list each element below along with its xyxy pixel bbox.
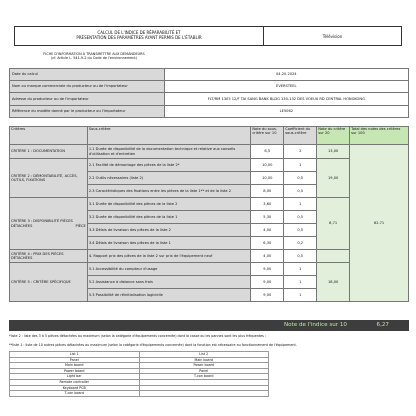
subcriterion-note: 6,30	[251, 237, 284, 250]
list2-item	[139, 391, 269, 397]
info-label: Date du calcul	[10, 69, 165, 81]
subcriterion-coef: 2	[284, 145, 317, 159]
list1-item: Power board	[10, 368, 140, 374]
info-row	[10, 81, 409, 93]
subcriterion-coef: 0,2	[284, 237, 317, 250]
criterion-name: CRITÈRE 5 : CRITÈRE SPÉCIFIQUE	[10, 263, 88, 302]
subcriterion-coef: 1	[284, 276, 317, 289]
total-score: 62.71	[350, 145, 409, 302]
header-subcriteria: Sous-critère	[87, 127, 251, 145]
parts-list-row	[10, 391, 269, 397]
info-row	[10, 93, 409, 106]
info-label: Adresse du producteur ou de l'importateur	[10, 93, 165, 106]
header-divider	[263, 27, 264, 46]
subcriterion-note: 5,30	[251, 211, 284, 224]
criterion-score: 13,00	[317, 145, 350, 159]
criterion-name: CRITÈRE 4 : PRIX DES PIÈCES DÉTACHÉES	[10, 250, 88, 263]
info-value: FLT/RM 1305 12/F TAI SANG BANK BLDG 130-132 DES VOEUX RD CENTRAL HONGKONG	[164, 93, 408, 106]
header-category: Télévision	[322, 34, 343, 39]
list1-item: Panel	[10, 357, 140, 363]
subtitle	[14, 52, 174, 60]
subcriterion-text: 4. Rapport prix des pièces de la liste 2 sur prix de l'équipement neuf	[87, 250, 251, 263]
list1-header: List 1	[10, 352, 140, 358]
info-row	[10, 106, 409, 118]
final-score-value: 6,27	[376, 322, 389, 328]
subcriterion-text: 5.3 Possibilité de réinitialisation logicielle	[87, 289, 251, 302]
subcriterion-coef: 0,5	[284, 185, 317, 198]
list2-header: List 2	[139, 352, 269, 358]
subcriterion-note: 10,00	[251, 172, 284, 185]
subcriterion-coef: 0,5	[284, 211, 317, 224]
header-title-line2: PRÉSENTATION DES PARAMÈTRES AYANT PERMIS DE L'ÉTABLIR	[76, 35, 202, 40]
criterion-score: 18,00	[317, 263, 350, 302]
subcriterion-note: 9,00	[251, 289, 284, 302]
subcriterion-note: 3,60	[251, 198, 284, 211]
subtitle-line1: FICHE D'INFORMATION À TRANSMETTRE AUX DEMANDEURS	[43, 52, 145, 56]
subcriterion-coef: 0,5	[284, 224, 317, 237]
criterion-name: CRITÈRE 2 : DÉMONTABILITÉ, ACCÈS, OUTILS, FIXATIONS	[10, 159, 88, 198]
footnote-list1: **liste 1 : liste de 10 autres pièces détachées au maximum (selon la catégorie d'équipements concernée) dont la fonction est nécessaire au fonctionnement de l'équipement.	[9, 343, 297, 347]
subcriterion-note: 4,00	[251, 250, 284, 263]
subcriterion-text: 3.3 Délais de livraison des pièces de la liste 2	[87, 224, 251, 237]
footnote-list2: *liste 2 : liste des 3 à 5 pièces détachées au maximum (selon la catégorie d'équipements concernée) dont la casse ou les pannes sont les plus fréquentes ;	[9, 334, 267, 338]
criterion-score	[317, 250, 350, 263]
info-row	[10, 69, 409, 81]
subcriterion-text: 5.2 Assistance à distance sans frais	[87, 276, 251, 289]
subcriterion-text: 3.1 Durée de disponibilité des pièces de la liste 2	[87, 198, 251, 211]
subcriterion-coef: 1	[284, 289, 317, 302]
criteria-table	[9, 126, 409, 302]
final-score-bar	[9, 320, 409, 331]
criterion-score: 8,71	[317, 198, 350, 250]
header-title-line1: CALCUL DE L'INDICE DE RÉPARABILITÉ ET	[97, 30, 181, 35]
criterion-name: CRITÈRE 1 : DOCUMENTATION	[10, 145, 88, 159]
list2-item: Panel	[139, 368, 269, 374]
subcriterion-coef: 0,5	[284, 250, 317, 263]
subcriterion-text: 2.1 Facilité de démontage des pièces de la liste 2*	[87, 159, 251, 172]
header-note: Note du sous-critère sur 10	[251, 127, 284, 145]
subcriterion-note: 4,00	[251, 224, 284, 237]
criteria-row	[10, 198, 409, 211]
list1-item: Keyboard PCB	[10, 385, 140, 391]
subcriterion-note: 8,00	[251, 185, 284, 198]
subcriterion-coef: 1	[284, 263, 317, 276]
subcriterion-text: 3.4 Délais de livraison des pièces de la liste 1	[87, 237, 251, 250]
list2-item: Main board	[139, 357, 269, 363]
info-label: Nom ou marque commerciale du producteur ou de l'importateur	[10, 81, 165, 93]
info-table	[9, 68, 409, 118]
subcriterion-text: 3.2 Durée de disponibilité des pièces de la liste 1	[87, 211, 251, 224]
criteria-row	[10, 250, 409, 263]
list2-item: Power board	[139, 363, 269, 369]
info-value: LE5062	[164, 106, 408, 118]
subcriterion-note: 10,00	[251, 159, 284, 172]
info-label: Référence du modèle donné par le producteur ou l'importateur	[10, 106, 165, 118]
subcriterion-note: 6,5	[251, 145, 284, 159]
criterion-name: CRITÈRE 3 : DISPONIBILITÉ PIÈCES DÉTACHÉES PIÈCE	[10, 198, 88, 250]
info-value: EVERSTEEL	[164, 81, 408, 93]
list1-item: Light bar	[10, 374, 140, 380]
criterion-score: 19,00	[317, 159, 350, 198]
list1-item: T-con board	[10, 391, 140, 397]
subcriterion-text: 5.1 Accessibilité du compteur d'usage	[87, 263, 251, 276]
subcriterion-text: 2.2 Outils nécessaires (liste 2)	[87, 172, 251, 185]
subtitle-line2: (cf. Article L. 541-9-2 du Code de l'environnement)	[50, 56, 138, 61]
header-total: Total des notes des critères sur 100	[350, 127, 409, 145]
piece-label: PIÈCE	[75, 223, 86, 228]
subcriterion-coef: 1	[284, 198, 317, 211]
parts-lists-table	[9, 351, 269, 397]
list2-item: T-con board	[139, 374, 269, 380]
header-note20: Note du critère sur 20	[317, 127, 350, 145]
header-coef: Coefficient du sous-critère	[284, 127, 317, 145]
subcriterion-coef: 0,5	[284, 172, 317, 185]
info-value: 04.20.2024	[164, 69, 408, 81]
header-criteria: Critères	[10, 127, 88, 145]
header-title	[19, 30, 259, 40]
list1-item: Remote controller	[10, 379, 140, 385]
list1-item: Main board	[10, 363, 140, 369]
subcriterion-text: 1.1 Durée de disponibilité de la documentation technique et relative aux conseils d'utilisation et d'entretien	[87, 145, 251, 159]
subcriterion-note: 9,00	[251, 276, 284, 289]
criteria-row	[10, 145, 409, 159]
subcriterion-coef: 1	[284, 159, 317, 172]
header-box	[14, 26, 402, 46]
criteria-row	[10, 263, 409, 276]
criteria-row	[10, 159, 409, 172]
subcriterion-text: 2.3 Caractéristiques des fixations entre les pièces de la liste 1** et de la liste 2	[87, 185, 251, 198]
final-score-label: Note de l'indice sur 10	[283, 322, 347, 328]
subcriterion-note: 9,00	[251, 263, 284, 276]
